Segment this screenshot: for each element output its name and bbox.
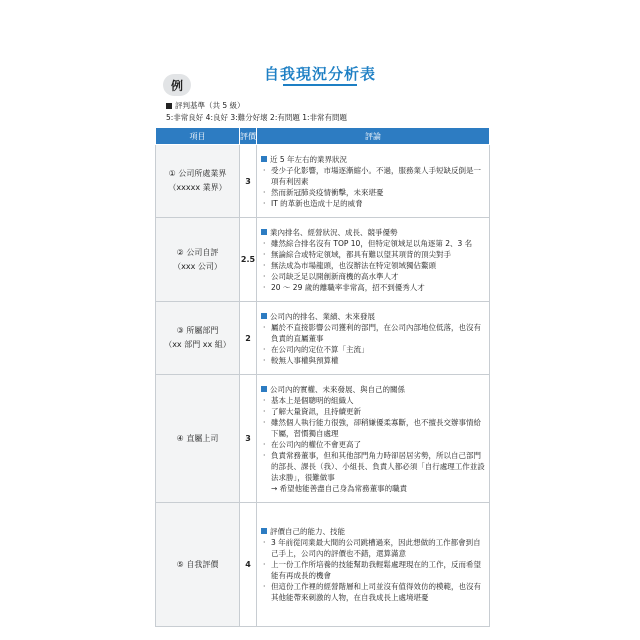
list-item-text: 了解大量資訊，且持續更新: [271, 406, 361, 416]
list-item: [261, 537, 486, 559]
list-item: [261, 282, 486, 293]
list-item: [261, 198, 486, 209]
list-item: [261, 439, 486, 450]
square-bullet-icon: [166, 103, 172, 109]
header-item: 項目: [156, 128, 240, 145]
item-cell: [156, 218, 240, 302]
criteria-heading-text: 評判基準（共 5 級）: [175, 101, 245, 110]
bullet-dot-icon: ·: [263, 282, 266, 292]
list-item-text: 較無人事權與預算權: [271, 355, 339, 365]
conclusion-item: → 希望他能善盡自己身為常務董事的職責: [271, 483, 408, 493]
header-score: 評價: [240, 128, 257, 145]
bullet-dot-icon: ·: [263, 439, 266, 449]
bullet-dot-icon: ·: [263, 187, 266, 197]
example-badge: 例: [163, 74, 191, 96]
list-item-text: 屬於不直接影響公司獲利的部門，在公司內部地位低落，也沒有負責的直屬董事: [271, 322, 481, 343]
list-item: [261, 238, 486, 249]
list-item-text: 雖然個人執行能力很強，卻稍嫌優柔寡斷，也不擅長交辦事情給下屬，習慣獨自處理: [271, 417, 481, 438]
list-item-text: 公司缺乏足以開創新商機的高水準人才: [271, 271, 399, 281]
comment-list: [261, 238, 486, 293]
comment-heading: [261, 311, 486, 322]
item-name: ④ 直屬上司: [176, 433, 219, 443]
list-item-text: 雖然綜合排名沒有 TOP 10，但特定領域足以角逐第 2、3 名: [271, 238, 473, 248]
square-bullet-icon: [261, 313, 267, 319]
list-item-text: 受少子化影響，市場逐漸縮小。不過，服務業人手短缺反倒是一項有利因素: [271, 165, 481, 186]
header-comment: 評論: [257, 128, 490, 145]
table-row: [156, 503, 490, 627]
list-item-text: 無論綜合或特定領域，都具有難以望其項背的頂尖對手: [271, 249, 451, 259]
list-item-text: 在公司內的定位不算「主流」: [271, 344, 369, 354]
square-bullet-icon: [261, 229, 267, 235]
square-bullet-icon: [261, 156, 267, 162]
list-item-text: IT 的革新也造成十足的威脅: [271, 198, 363, 208]
bullet-dot-icon: ·: [263, 406, 266, 416]
score-cell: 2.5: [240, 218, 257, 302]
comment-heading-text: 近 5 年左右的業界狀況: [270, 154, 348, 164]
comment-cell: [257, 145, 490, 218]
item-cell: [156, 503, 240, 627]
bullet-dot-icon: ·: [263, 260, 266, 270]
comment-heading: [261, 154, 486, 165]
comment-heading: [261, 384, 486, 395]
bullet-dot-icon: ·: [263, 582, 266, 591]
item-cell: [156, 145, 240, 218]
title-underline: [283, 84, 357, 86]
item-name: ② 公司自評: [176, 247, 219, 257]
score-cell: 3: [240, 375, 257, 503]
list-item-text: 20 ～ 29 歲的離職率非常高，招不到優秀人才: [271, 282, 425, 292]
list-item: [261, 260, 486, 271]
list-item: [261, 165, 486, 187]
comment-cell: [257, 503, 490, 627]
list-item-text: 但這份工作裡的經營階層和上司並沒有值得效仿的模範，也沒有其他能帶來刺激的人物，在自我成長上處境堪憂: [271, 582, 481, 602]
bullet-dot-icon: ·: [263, 560, 266, 569]
item-subname: （xxx 公司）: [173, 261, 222, 271]
table-row: [156, 218, 490, 302]
comment-list: [261, 395, 486, 494]
bullet-dot-icon: ·: [263, 450, 266, 460]
comment-heading-text: 公司內的排名、業績、未來發展: [270, 311, 375, 321]
square-bullet-icon: [261, 386, 267, 392]
list-item-text: 在公司內的權位不會更高了: [271, 439, 361, 449]
criteria-heading: [166, 100, 245, 111]
comment-list: [261, 537, 486, 603]
bullet-dot-icon: ·: [263, 355, 266, 365]
item-subname: （xxxxx 業界）: [168, 183, 227, 192]
item-name: ③ 所屬部門: [176, 326, 219, 335]
list-item: [261, 249, 486, 260]
square-bullet-icon: [261, 528, 267, 534]
score-cell: 3: [240, 145, 257, 218]
item-cell: [156, 302, 240, 375]
list-item-text: 基本上是個聰明的組織人: [271, 395, 354, 405]
list-item: [261, 355, 486, 366]
table-row: [156, 302, 490, 375]
comment-list: [261, 165, 486, 209]
page-title: 自我現況分析表: [263, 65, 376, 83]
comment-list: [261, 322, 486, 366]
bullet-dot-icon: ·: [263, 271, 266, 281]
criteria-scale: 5:非常良好 4:良好 3:難分好壞 2:有問題 1:非常有問題: [166, 113, 348, 122]
bullet-dot-icon: ·: [263, 344, 266, 354]
list-item: [261, 417, 486, 439]
score-cell: 4: [240, 503, 257, 627]
comment-heading-text: 公司內的實權、未來發展、與自己的關係: [270, 384, 405, 394]
item-name: ① 公司所處業界: [168, 169, 227, 178]
comment-heading: [261, 526, 486, 537]
list-item-text: 無法成為市場龍頭，也沒辦法在特定領域獨佔鰲頭: [271, 260, 436, 270]
table-header-row: [156, 128, 490, 145]
list-item: [261, 187, 486, 198]
list-item: [261, 322, 486, 344]
item-name: ⑤ 自我評價: [176, 559, 219, 569]
evaluation-table: [155, 127, 490, 627]
table-row: [156, 375, 490, 503]
bullet-dot-icon: ·: [263, 395, 266, 405]
bullet-dot-icon: ·: [263, 538, 266, 547]
comment-heading-text: 業內排名、經營狀況、成長、競爭優勢: [270, 227, 398, 237]
bullet-dot-icon: ·: [263, 238, 266, 248]
list-item: [261, 559, 486, 581]
bullet-dot-icon: ·: [263, 165, 266, 175]
list-item-text: 負責常務董事，但和其他部門角力時卻居居劣勢，所以自己部門的部長、課長（我）、小組長、負責人都必須「自行處理工作並設法求勝」，很難做事: [271, 450, 485, 482]
bullet-dot-icon: ·: [263, 417, 266, 427]
list-item: [261, 581, 486, 603]
bullet-dot-icon: ·: [263, 198, 266, 208]
comment-cell: [257, 218, 490, 302]
bullet-dot-icon: ·: [263, 322, 266, 332]
item-cell: [156, 375, 240, 503]
score-cell: 2: [240, 302, 257, 375]
list-item: [261, 271, 486, 282]
table-row: [156, 145, 490, 218]
list-item: [261, 344, 486, 355]
comment-heading-text: 評價自己的能力、技能: [270, 527, 345, 536]
comment-heading: [261, 227, 486, 238]
comment-cell: [257, 302, 490, 375]
list-item-text: 上一份工作所培養的技能幫助我輕鬆處理現在的工作，反而希望能有再成長的機會: [271, 560, 481, 580]
list-item-text: 3 年前從同業最大間的公司跳槽過來，因此想做的工作都會到自己手上，公司內的評價也不錯，還算滿意: [271, 538, 481, 558]
comment-cell: [257, 375, 490, 503]
list-item: [261, 395, 486, 406]
item-subname: （xx 部門 xx 組）: [164, 340, 231, 349]
list-item: [261, 406, 486, 417]
bullet-dot-icon: ·: [263, 249, 266, 259]
list-item-text: 然而新冠肺炎疫情衝擊，未來堪憂: [271, 187, 384, 197]
list-item: [261, 450, 486, 483]
